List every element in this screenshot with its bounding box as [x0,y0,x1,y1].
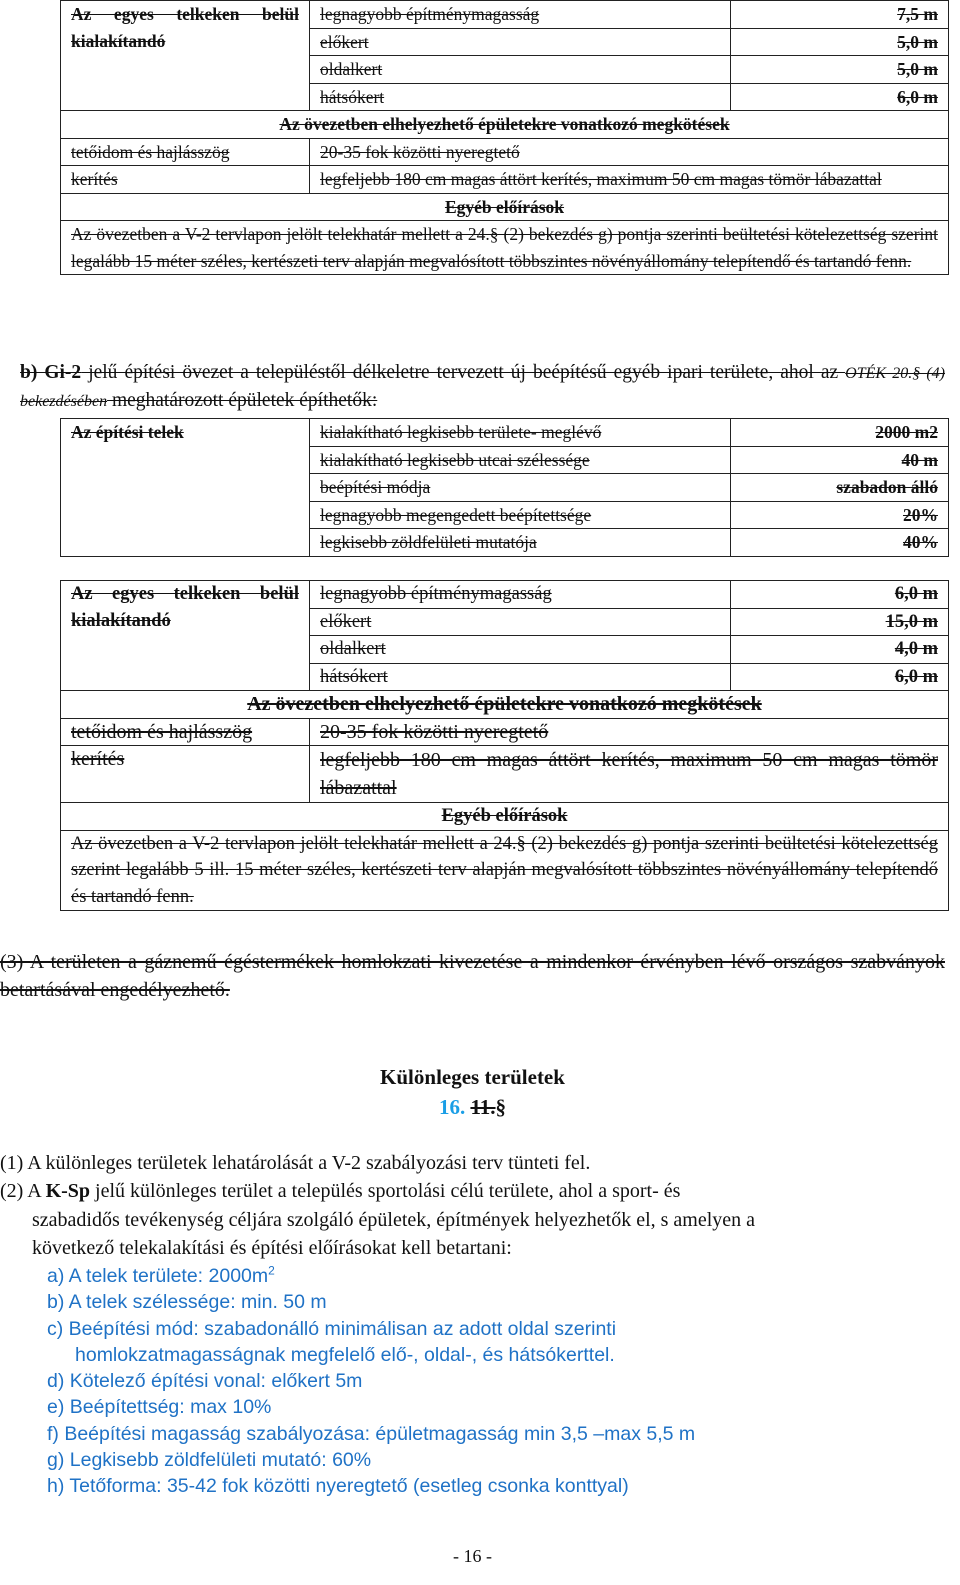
paragraph-b-suffix: meghatározott épületek építhetők: [107,390,378,411]
table1-fence-label: kerítés [61,166,310,194]
table2-row-name: legkisebb zöldfelületi mutatója [310,529,731,557]
table1-row-value: 5,0 m [731,56,949,84]
table1-row-name: oldalkert [310,56,731,84]
table1-row-value: 5,0 m [731,28,949,56]
table3-fence-label: kerítés [61,746,310,803]
list-item: g) Legkisebb zöldfelületi mutató: 60% [47,1449,372,1472]
table2-row-value: 40% [731,529,949,557]
table1-other-text: Az övezetben a V-2 tervlapon jelölt telekhatár mellett a 24.§ (2) bekezdés g) pontja szerinti beültetési kötelezettség szerint legalább 15 méter széles, kertészeti terv alapján megvalósított többszintes növényállomány telepítendő és tartandó fenn. [61,221,949,275]
page-number: - 16 - [453,1546,492,1566]
list-item: d) Kötelező építési vonal: előkert 5m [47,1370,363,1393]
table1-other-title: Egyéb előírások [61,193,949,221]
table3-row-value: 6,0 m [731,663,949,691]
list-item: e) Beépítettség: max 10% [47,1396,272,1419]
paragraph-1: (1) A különleges területek lehatárolását a V-2 szabályozási terv tünteti fel. [0,1152,591,1174]
list-item: b) A telek szélessége: min. 50 m [47,1291,327,1314]
table3-row-name: előkert [310,608,731,636]
section-number [0,1092,945,1122]
list-item: homlokzatmagasságnak megfelelő elő-, oldal-, és hátsókerttel. [75,1343,615,1366]
table1-label: Az egyes telkeken belül kialakítandó [61,1,310,111]
table3-fence-value: legfeljebb 180 cm magas áttört kerítés, maximum 50 cm magas tömör lábazattal [310,746,949,803]
table2-row-value: 2000 m2 [731,419,949,447]
list-item: h) Tetőforma: 35-42 fok közötti nyeregtető (esetleg csonka konttyal) [47,1475,629,1498]
table3-row-value: 6,0 m [731,581,949,609]
paragraph-2-line-1-rest: jelű különleges terület a település sportolási célú területe, ahol a sport- és [90,1180,681,1202]
list-item: a) A telek területe: $2000m^2$ [47,1263,275,1287]
paragraph-b-prefix: b) Gi-2 [20,362,82,383]
table1-fence-value: legfeljebb 180 cm magas áttört kerítés, maximum 50 cm magas tömör lábazattal [310,166,949,194]
table1-roof-value: 20-35 fok közötti nyeregtető [310,138,949,166]
table3-roof-label: tetőidom és hajlásszög [61,718,310,746]
table1-roof-label: tetőidom és hajlásszög [61,138,310,166]
table3-other-text: Az övezetben a V-2 tervlapon jelölt telekhatár mellett a 24.§ (2) bekezdés g) pontja szerinti beültetési kötelezettség szerint legalább 5 ill. 15 méter széles, kertészeti terv alapján megvalósított többszintes növényállomány telepítendő és tartandó fenn. [61,830,949,911]
paragraph-2-line-3: következő telekalakítási és építési előírásokat kell betartani: [32,1237,512,1259]
table1-section-title: Az övezetben elhelyezhető épületekre vonatkozó megkötések [61,111,949,139]
table2-row-value: 20% [731,501,949,529]
list-item: f) Beépítési magasság szabályozása: épületmagasság min 3,5 –max 5,5 m [47,1422,696,1445]
section-new-number: 16. [438,1095,466,1119]
paragraph-b [20,359,945,415]
zone-table-3 [60,580,949,911]
table2-row-name: beépítési módja [310,474,731,502]
paragraph-2 [0,1177,945,1263]
paragraph-2-prefix: (2) A [0,1180,46,1202]
section-title: Különleges területek [380,1065,565,1089]
table3-roof-value: 20-35 fok közötti nyeregtető [310,718,949,746]
table3-other-title: Egyéb előírások [61,803,949,831]
table3-section-title: Az övezetben elhelyezhető épületekre vonatkozó megkötések [61,691,949,719]
table2-row-name: legnagyobb megengedett beépítettsége [310,501,731,529]
paragraph-2-code: K-Sp [45,1180,91,1202]
paragraph-2-line-2: szabadidős tevékenység céljára szolgáló épületek, építmények helyezhetők el, s amelyen a [32,1208,756,1231]
section-old-number: 11. [470,1095,496,1119]
table2-row-name: kialakítható legkisebb területe- meglévő [310,419,731,447]
table1-row-value: 7,5 m [731,1,949,29]
table3-row-name: legnagyobb építménymagasság [310,581,731,609]
table3-row-value: 4,0 m [731,636,949,664]
requirements-list [47,1263,695,1500]
table2-row-value: 40 m [731,446,949,474]
table3-row-value: 15,0 m [731,608,949,636]
table2-label: Az építési telek [61,419,310,557]
zone-table-1 [60,0,949,275]
table3-label: Az egyes telkeken belül kialakítandó [61,581,310,691]
table1-row-value: 6,0 m [731,83,949,111]
table2-row-value: szabadon álló [731,474,949,502]
table2-row-name: kialakítható legkisebb utcai szélessége [310,446,731,474]
table3-row-name: oldalkert [310,636,731,664]
paragraph-b-middle: jelű építési övezet a településtől délkeletre tervezett új beépítésű egyéb ipari területe, ahol az [81,362,846,383]
table3-row-name: hátsókert [310,663,731,691]
paragraph-b-otek: OTÉK 20.§ (4) bekezdésében [20,365,945,410]
table1-row-name: hátsókert [310,83,731,111]
table1-row-name: előkert [310,28,731,56]
section-sign: § [495,1095,507,1119]
table1-row-name: legnagyobb építménymagasság [310,1,731,29]
list-item: c) Beépítési mód: szabadonálló minimálisan az adott oldal szerinti [47,1317,617,1340]
paragraph-3: (3) A területen a gáznemű égéstermékek homlokzati kivezetése a mindenkor érvényben lévő országos szabványok betartásával engedélyezhető. [0,951,945,1001]
paragraph-2-line-1 [0,1177,945,1206]
zone-table-2 [60,418,949,557]
